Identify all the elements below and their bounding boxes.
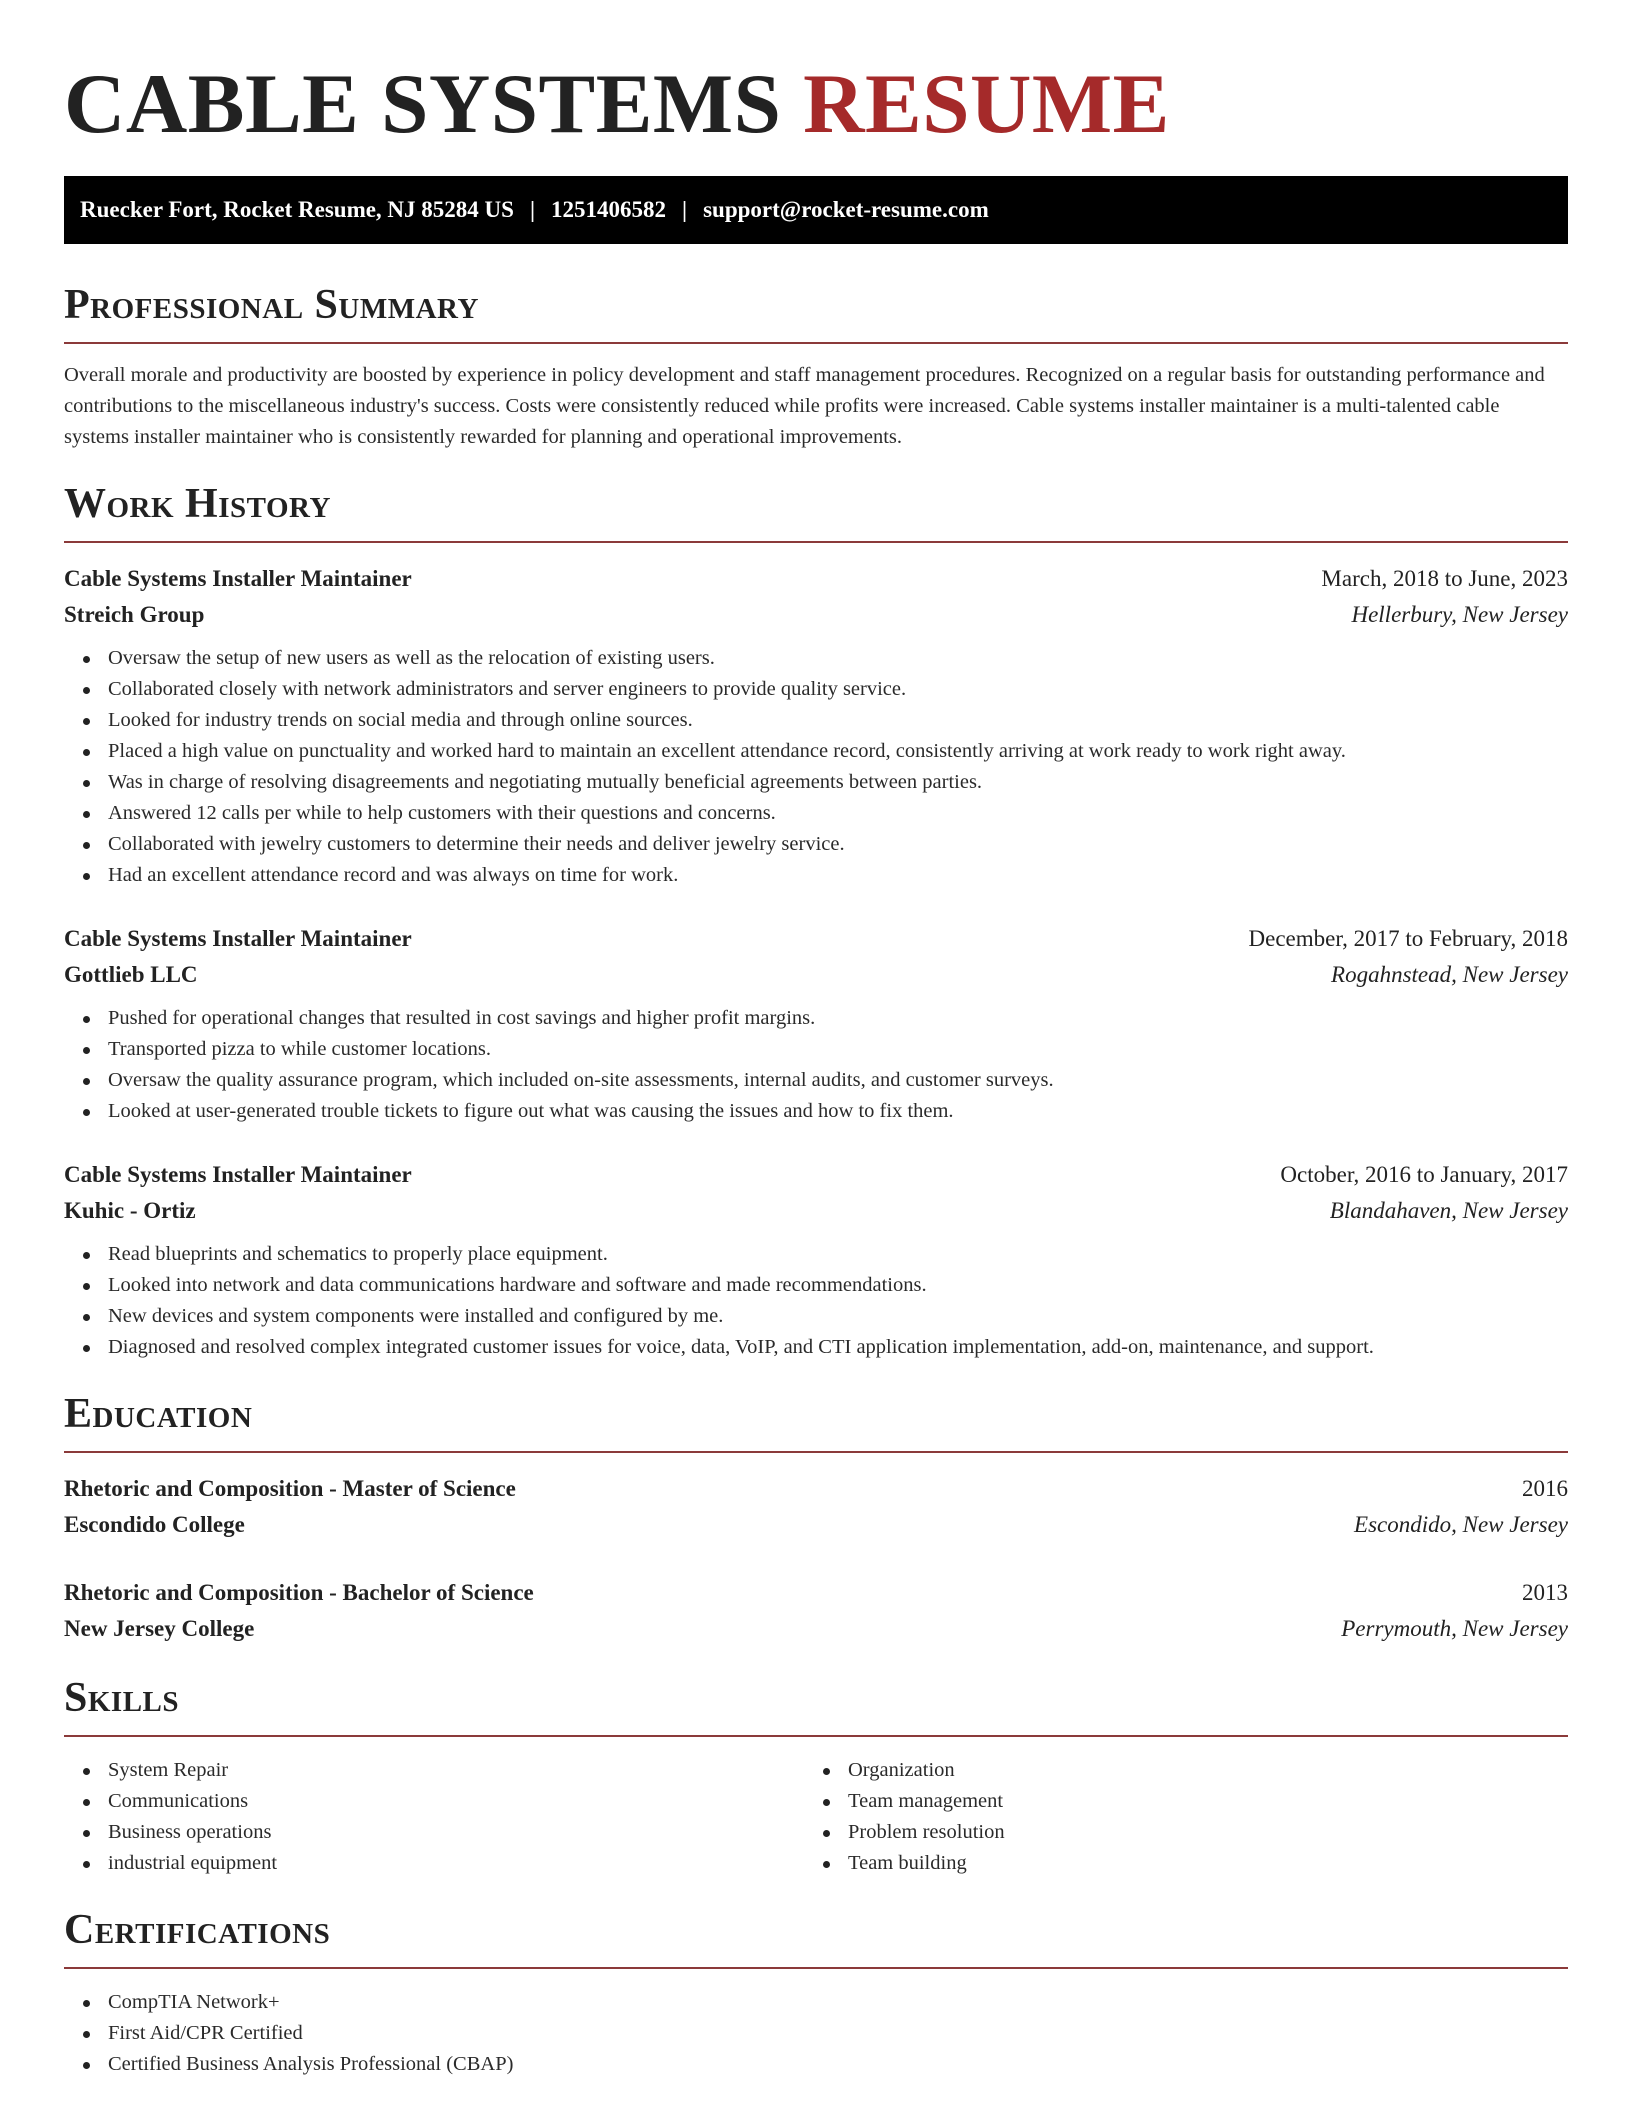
title-accent: RESUME — [803, 57, 1170, 151]
education-school: Escondido College — [64, 1512, 245, 1537]
job-duty: Was in charge of resolving disagreements and negotiating mutually beneficial agreements between parties. — [64, 767, 1568, 798]
skill-item: Business operations — [64, 1817, 804, 1848]
contact-address: Ruecker Fort, Rocket Resume, NJ 85284 US — [80, 197, 514, 222]
job-duty: Collaborated with jewelry customers to determine their needs and deliver jewelry service. — [64, 829, 1568, 860]
education-location: Escondido, New Jersey — [1354, 1512, 1568, 1537]
skills-list-right — [804, 1755, 1544, 1879]
job-duty: Looked for industry trends on social media and through online sources. — [64, 705, 1568, 736]
education-section — [64, 1389, 1568, 1647]
job-duty: Pushed for operational changes that resulted in cost savings and higher profit margins. — [64, 1003, 1568, 1034]
education-entry — [64, 1575, 1568, 1647]
job-location: Blandahaven, New Jersey — [1329, 1198, 1568, 1223]
job-duty: Oversaw the quality assurance program, which included on-site assessments, internal audits, and customer surveys. — [64, 1065, 1568, 1096]
job-entry — [64, 1157, 1568, 1363]
skill-item: System Repair — [64, 1755, 804, 1786]
job-company: Streich Group — [64, 602, 205, 627]
skills-list-left — [64, 1755, 804, 1879]
job-duty: Looked into network and data communications hardware and software and made recommendations. — [64, 1270, 1568, 1301]
job-duties-list — [64, 1239, 1568, 1363]
section-divider — [64, 1451, 1568, 1453]
contact-separator: | — [682, 197, 688, 222]
skill-item: Communications — [64, 1786, 804, 1817]
section-heading-education: Education — [64, 1391, 253, 1437]
skill-item: Problem resolution — [804, 1817, 1544, 1848]
job-entry — [64, 561, 1568, 891]
job-company: Kuhic - Ortiz — [64, 1198, 196, 1223]
section-divider — [64, 342, 1568, 344]
certification-item: First Aid/CPR Certified — [64, 2018, 1568, 2049]
summary-section — [64, 280, 1568, 453]
work-history-section — [64, 479, 1568, 1363]
job-duty: Read blueprints and schematics to properly place equipment. — [64, 1239, 1568, 1270]
job-title: Cable Systems Installer Maintainer — [64, 926, 412, 951]
job-duties-list — [64, 643, 1568, 891]
job-duty: Collaborated closely with network administrators and server engineers to provide quality service. — [64, 674, 1568, 705]
job-title: Cable Systems Installer Maintainer — [64, 566, 412, 591]
skill-item: Team building — [804, 1848, 1544, 1879]
certification-item: Certified Business Analysis Professional (CBAP) — [64, 2049, 1568, 2080]
section-heading-work-history: Work History — [64, 481, 331, 527]
job-duty: Placed a high value on punctuality and worked hard to maintain an excellent attendance record, consistently arriving at work ready to work right away. — [64, 736, 1568, 767]
job-duty: New devices and system components were installed and configured by me. — [64, 1301, 1568, 1332]
resume-title — [64, 0, 1568, 154]
job-title: Cable Systems Installer Maintainer — [64, 1162, 412, 1187]
certifications-list — [64, 1987, 1568, 2080]
contact-separator: | — [529, 197, 536, 222]
skills-grid — [64, 1755, 1568, 1879]
skills-section — [64, 1673, 1568, 1879]
job-location: Rogahnstead, New Jersey — [1331, 962, 1568, 987]
education-school: New Jersey College — [64, 1616, 255, 1641]
job-dates: March, 2018 to June, 2023 — [1321, 566, 1568, 591]
title-main: CABLE SYSTEMS — [64, 57, 782, 151]
education-entry — [64, 1471, 1568, 1543]
summary-text: Overall morale and productivity are boosted by experience in policy development and staff management procedures. Recognized on a regular basis for outstanding performance and contributions to the miscellaneous industry's success. Costs were consistently reduced while profits were increased. Cable systems installer maintainer is a multi-talented cable systems installer maintainer who is consistently rewarded for planning and operational improvements. — [64, 364, 1545, 448]
section-divider — [64, 1967, 1568, 1969]
contact-phone: 1251406582 — [551, 197, 667, 222]
job-duty: Oversaw the setup of new users as well as the relocation of existing users. — [64, 643, 1568, 674]
section-divider — [64, 541, 1568, 543]
skill-item: industrial equipment — [64, 1848, 804, 1879]
skill-item: Organization — [804, 1755, 1544, 1786]
education-location: Perrymouth, New Jersey — [1341, 1616, 1568, 1641]
job-dates: October, 2016 to January, 2017 — [1280, 1162, 1568, 1187]
job-duty: Diagnosed and resolved complex integrated customer issues for voice, data, VoIP, and CTI application implementation, add-on, maintenance, and support. — [64, 1332, 1568, 1363]
education-year: 2016 — [1522, 1476, 1568, 1501]
job-duties-list — [64, 1003, 1568, 1127]
certification-item: CompTIA Network+ — [64, 1987, 1568, 2018]
skill-item: Team management — [804, 1786, 1544, 1817]
education-degree: Rhetoric and Composition - Master of Science — [64, 1476, 516, 1501]
job-dates: December, 2017 to February, 2018 — [1248, 926, 1568, 951]
job-entry — [64, 921, 1568, 1127]
job-duty: Answered 12 calls per while to help customers with their questions and concerns. — [64, 798, 1568, 829]
contact-email: support@rocket-resume.com — [703, 197, 989, 222]
certifications-section — [64, 1905, 1568, 2080]
job-duty: Had an excellent attendance record and was always on time for work. — [64, 860, 1568, 891]
section-heading-skills: Skills — [64, 1675, 180, 1721]
job-duty: Looked at user-generated trouble tickets to figure out what was causing the issues and how to fix them. — [64, 1096, 1568, 1127]
education-degree: Rhetoric and Composition - Bachelor of Science — [64, 1580, 534, 1605]
section-heading-certifications: Certifications — [64, 1907, 331, 1953]
section-divider — [64, 1735, 1568, 1737]
contact-bar — [64, 176, 1568, 244]
job-company: Gottlieb LLC — [64, 962, 198, 987]
section-heading-summary: Professional Summary — [64, 282, 479, 328]
job-location: Hellerbury, New Jersey — [1351, 602, 1568, 627]
education-year: 2013 — [1522, 1580, 1568, 1605]
job-duty: Transported pizza to while customer locations. — [64, 1034, 1568, 1065]
